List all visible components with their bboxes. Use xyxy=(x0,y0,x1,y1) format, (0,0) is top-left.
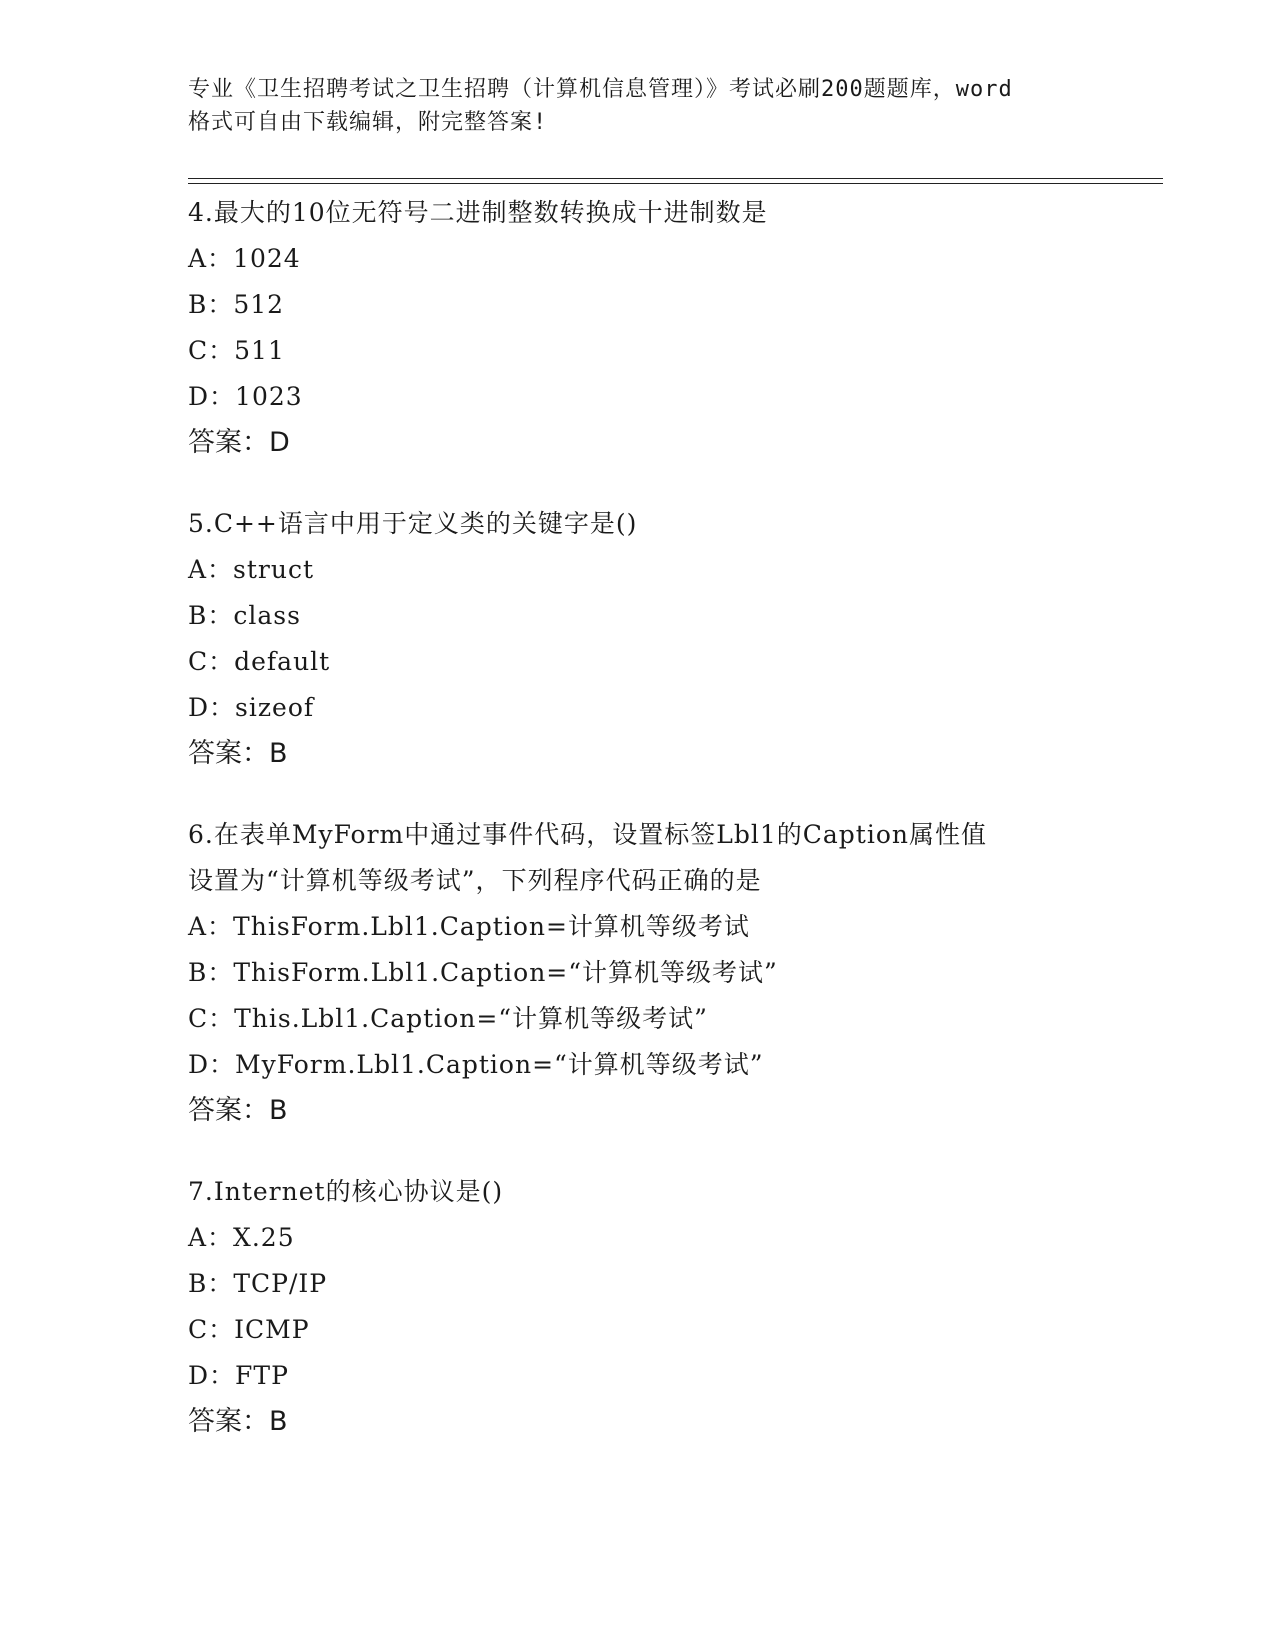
question-7 xyxy=(188,1169,1088,1445)
question-6 xyxy=(188,812,1088,1134)
header-divider-bottom xyxy=(188,183,1163,184)
header-line-2: 格式可自由下载编辑，附完整答案! xyxy=(188,110,548,135)
option-b: B：ThisForm.Lbl1.Caption=“计算机等级考试” xyxy=(188,958,778,987)
header-divider-top xyxy=(188,178,1163,179)
question-stem: 4.最大的10位无符号二进制整数转换成十进制数是 xyxy=(188,198,768,227)
question-list xyxy=(188,190,1088,1480)
option-d: D：1023 xyxy=(188,382,303,411)
answer-label: 答案：B xyxy=(188,1406,288,1437)
question-stem-line-1: 6.在表单MyForm中通过事件代码，设置标签Lbl1的Caption属性值 xyxy=(188,820,988,849)
question-stem: 5.C++语言中用于定义类的关键字是() xyxy=(188,509,638,538)
option-b: B：512 xyxy=(188,290,285,319)
option-d: D：MyForm.Lbl1.Caption=“计算机等级考试” xyxy=(188,1050,764,1079)
document-header xyxy=(188,73,1108,139)
option-c: C：511 xyxy=(188,336,285,365)
option-c: C：This.Lbl1.Caption=“计算机等级考试” xyxy=(188,1004,708,1033)
question-4 xyxy=(188,190,1088,466)
header-line-1: 专业《卫生招聘考试之卫生招聘（计算机信息管理）》考试必刷200题题库，word xyxy=(188,77,1013,102)
option-d: D：sizeof xyxy=(188,693,315,722)
option-a: A：struct xyxy=(188,555,315,584)
option-d: D：FTP xyxy=(188,1361,289,1390)
option-c: C：default xyxy=(188,647,331,676)
option-a: A：ThisForm.Lbl1.Caption=计算机等级考试 xyxy=(188,912,750,941)
option-b: B：class xyxy=(188,601,301,630)
option-a: A：X.25 xyxy=(188,1223,295,1252)
question-5 xyxy=(188,501,1088,777)
answer-label: 答案：B xyxy=(188,738,288,769)
answer-label: 答案：B xyxy=(188,1095,288,1126)
question-stem: 7.Internet的核心协议是() xyxy=(188,1177,504,1206)
option-c: C：ICMP xyxy=(188,1315,310,1344)
option-a: A：1024 xyxy=(188,244,301,273)
answer-label: 答案：D xyxy=(188,427,290,458)
question-stem-line-2: 设置为“计算机等级考试”，下列程序代码正确的是 xyxy=(188,866,762,895)
option-b: B：TCP/IP xyxy=(188,1269,328,1298)
